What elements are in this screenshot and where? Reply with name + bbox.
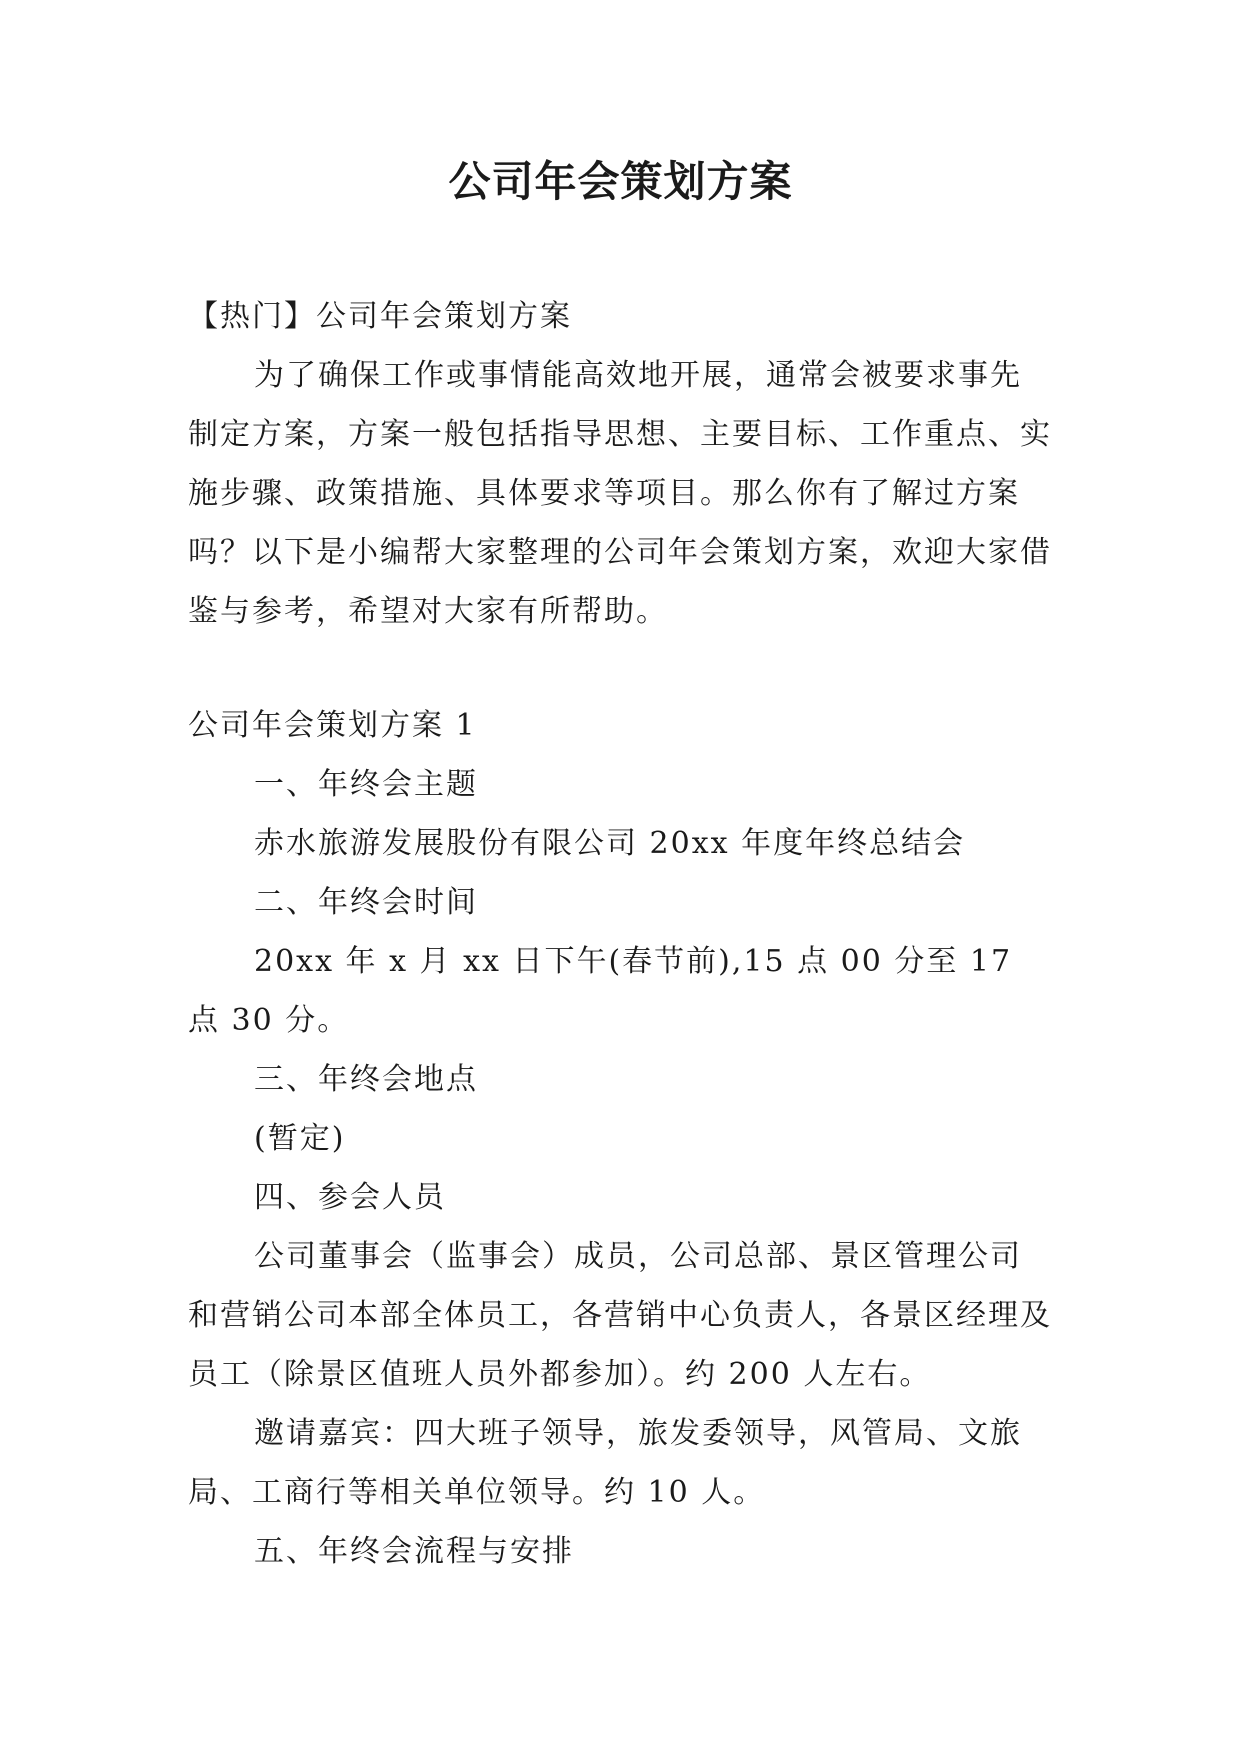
meeting-theme-text: 赤水旅游发展股份有限公司 20xx 年度年终总结会 xyxy=(254,826,966,861)
meeting-location-text: (暂定) xyxy=(254,1121,346,1156)
guests-text: 邀请嘉宾：四大班子领导，旅发委领导，风管局、文旅局、工商行等相关单位领导。约 10 人。 xyxy=(188,1416,1022,1510)
attendees-text: 公司董事会（监事会）成员，公司总部、景区管理公司和营销公司本部全体员工，各营销中心负责人，各景区经理及员工（除景区值班人员外都参加）。约 200 人左右。 xyxy=(188,1239,1052,1392)
plan1-section xyxy=(188,696,1052,1581)
meeting-time-text: 20xx 年 x 月 xx 日下午(春节前),15 点 00 分至 17 点 30 分。 xyxy=(188,944,1013,1038)
section-heading-theme: 一、年终会主题 xyxy=(254,767,478,802)
section-heading-attendees: 四、参会人员 xyxy=(254,1180,446,1215)
intro-heading: 【热门】公司年会策划方案 xyxy=(188,299,572,334)
section-heading-location: 三、年终会地点 xyxy=(254,1062,478,1097)
intro-section xyxy=(188,287,1052,641)
section-heading-time: 二、年终会时间 xyxy=(254,885,478,920)
plan1-heading: 公司年会策划方案 1 xyxy=(188,708,477,743)
document-title: 公司年会策划方案 xyxy=(448,157,793,206)
intro-paragraph: 为了确保工作或事情能高效地开展，通常会被要求事先制定方案，方案一般包括指导思想、主要目标、工作重点、实施步骤、政策措施、具体要求等项目。那么你有了解过方案吗？以下是小编帮大家整理的公司年会策划方案，欢迎大家借鉴与参考，希望对大家有所帮助。 xyxy=(188,358,1052,629)
section-heading-process: 五、年终会流程与安排 xyxy=(254,1534,574,1569)
